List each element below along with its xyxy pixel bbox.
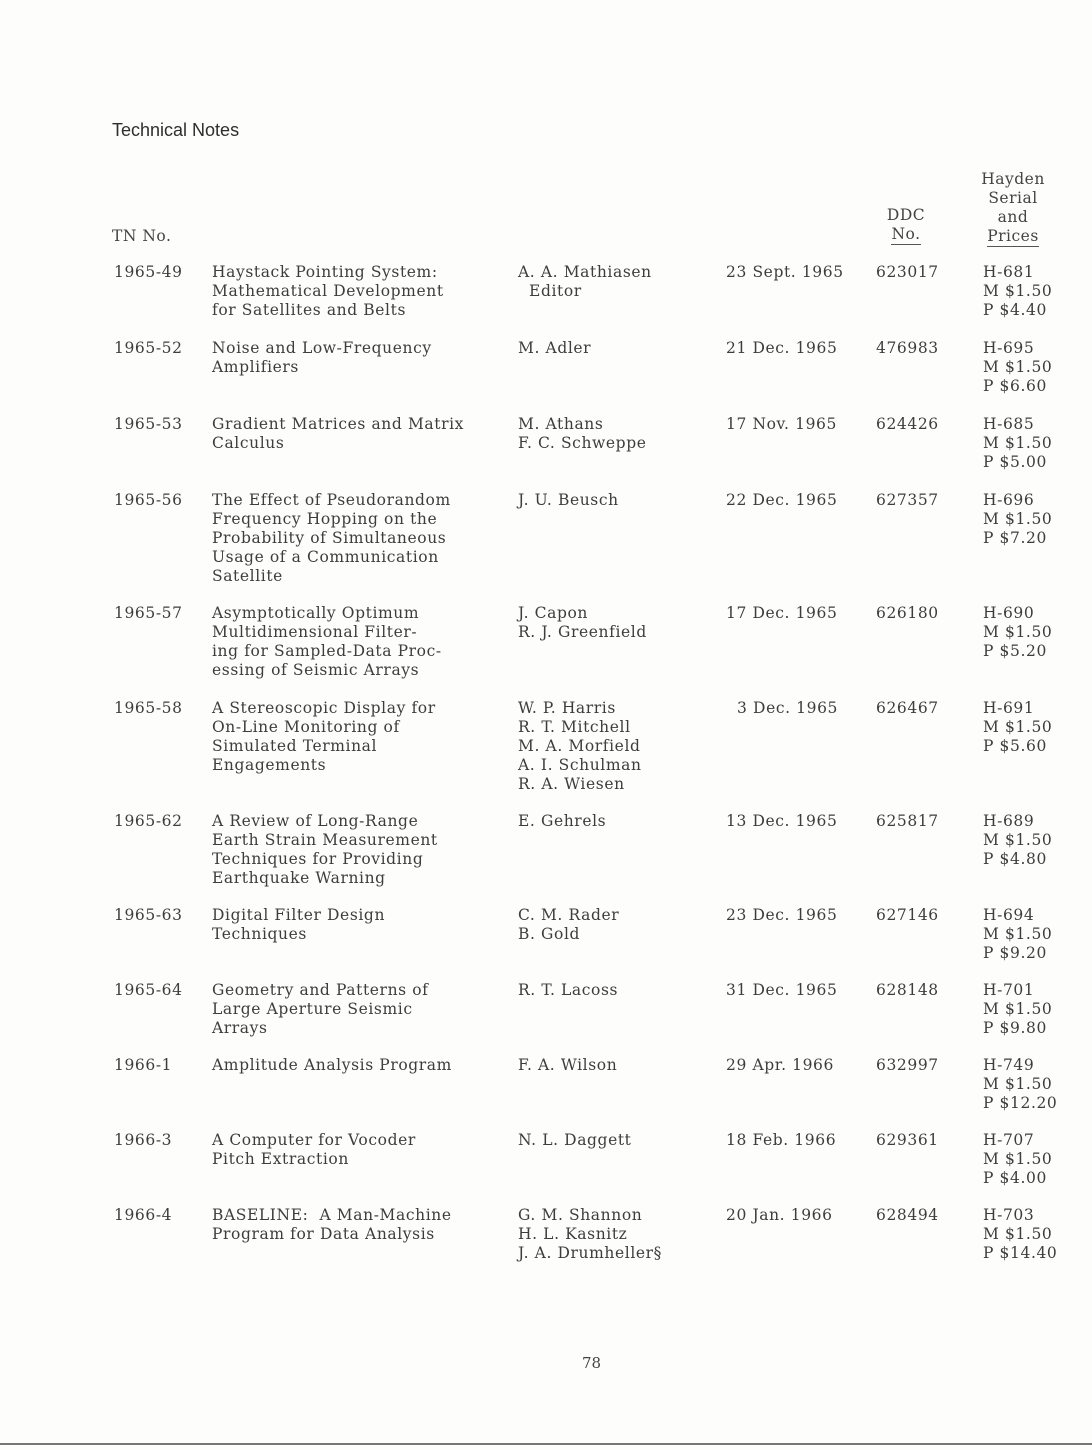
- hayden-serial-prices-line: H-696: [983, 491, 1035, 509]
- hayden-serial-prices-line: M $1.50: [983, 358, 1053, 376]
- hayden-serial-prices-line: M $1.50: [983, 1150, 1053, 1168]
- note-title: [212, 1056, 452, 1075]
- tn-number: 1965-57: [114, 604, 183, 622]
- note-title: [212, 491, 451, 586]
- hayden-serial-prices-line: M $1.50: [983, 510, 1053, 528]
- header-ddc-line: No.: [891, 225, 921, 243]
- note-authors-line: R. T. Lacoss: [518, 981, 619, 999]
- note-title-line: Frequency Hopping on the: [212, 510, 438, 528]
- note-authors-line: W. P. Harris: [518, 699, 616, 717]
- hayden-serial-prices: [983, 1056, 1057, 1113]
- note-title-line: Pitch Extraction: [212, 1150, 349, 1168]
- note-title: [212, 263, 444, 320]
- tn-number: 1966-4: [114, 1206, 173, 1224]
- hayden-serial-prices: [983, 812, 1052, 869]
- note-authors-line: F. A. Wilson: [518, 1056, 618, 1074]
- hayden-serial-prices-line: M $1.50: [983, 623, 1053, 641]
- hayden-serial-prices: [983, 699, 1052, 756]
- hayden-serial-prices-line: H-681: [983, 263, 1035, 281]
- hayden-serial-prices-line: H-703: [983, 1206, 1035, 1224]
- note-authors-line: M. Adler: [518, 339, 592, 357]
- note-authors-line: J. A. Drumheller§: [518, 1244, 663, 1262]
- hayden-serial-prices-line: H-689: [983, 812, 1035, 830]
- header-hayden-line: Hayden: [981, 170, 1045, 188]
- hayden-serial-prices-line: H-691: [983, 699, 1035, 717]
- hayden-serial-prices: [983, 491, 1052, 548]
- tn-number: 1965-56: [114, 491, 183, 509]
- hayden-serial-prices-line: P $4.80: [983, 850, 1047, 868]
- note-title-line: On-Line Monitoring of: [212, 718, 400, 736]
- note-title-line: Digital Filter Design: [212, 906, 386, 924]
- note-authors-line: M. A. Morfield: [518, 737, 641, 755]
- tn-number: 1965-58: [114, 699, 183, 717]
- hayden-serial-prices-line: P $5.20: [983, 642, 1047, 660]
- note-authors: [518, 339, 591, 358]
- ddc-number: 628494: [876, 1206, 939, 1224]
- hayden-serial-prices: [983, 981, 1052, 1038]
- note-title-line: Earth Strain Measurement: [212, 831, 438, 849]
- ddc-number: 624426: [876, 415, 939, 433]
- note-date: 23 Sept. 1965: [726, 263, 844, 281]
- hayden-serial-prices-line: P $4.00: [983, 1169, 1047, 1187]
- note-authors-line: R. J. Greenfield: [518, 623, 647, 641]
- hayden-serial-prices-line: M $1.50: [983, 1075, 1053, 1093]
- note-authors: [518, 604, 647, 642]
- note-authors-line: H. L. Kasnitz: [518, 1225, 628, 1243]
- hayden-serial-prices-line: M $1.50: [983, 718, 1053, 736]
- note-title-line: A Stereoscopic Display for: [212, 699, 436, 717]
- note-date: 17 Nov. 1965: [726, 415, 837, 433]
- hayden-serial-prices-line: M $1.50: [983, 831, 1053, 849]
- note-authors: [518, 1131, 632, 1150]
- note-title-line: Simulated Terminal: [212, 737, 378, 755]
- ddc-number: 623017: [876, 263, 939, 281]
- header-hayden-prices: [980, 170, 1046, 247]
- header-ddc-line: DDC: [886, 206, 926, 224]
- note-title-line: essing of Seismic Arrays: [212, 661, 420, 679]
- tn-number: 1965-64: [114, 981, 183, 999]
- note-authors: [518, 699, 642, 794]
- note-authors: [518, 812, 606, 831]
- header-hayden-line: Serial: [988, 189, 1038, 207]
- note-title: [212, 415, 464, 453]
- note-authors: [518, 981, 618, 1000]
- hayden-serial-prices-line: H-694: [983, 906, 1035, 924]
- note-date: 29 Apr. 1966: [726, 1056, 834, 1074]
- note-title: [212, 604, 442, 680]
- hayden-serial-prices-line: H-701: [983, 981, 1035, 999]
- note-title-line: Calculus: [212, 434, 285, 452]
- hayden-serial-prices: [983, 906, 1052, 963]
- note-title-line: Techniques: [212, 925, 307, 943]
- note-authors: [518, 1056, 617, 1075]
- tn-number: 1966-3: [114, 1131, 173, 1149]
- note-title-line: ing for Sampled-Data Proc-: [212, 642, 442, 660]
- note-authors-line: N. L. Daggett: [518, 1131, 632, 1149]
- note-authors-line: M. Athans: [518, 415, 604, 433]
- note-title-line: Amplitude Analysis Program: [212, 1056, 452, 1074]
- hayden-serial-prices: [983, 604, 1052, 661]
- hayden-serial-prices-line: M $1.50: [983, 1225, 1053, 1243]
- note-title-line: Gradient Matrices and Matrix: [212, 415, 464, 433]
- note-title-line: Techniques for Providing: [212, 850, 424, 868]
- note-authors-line: B. Gold: [518, 925, 581, 943]
- note-date: 31 Dec. 1965: [726, 981, 838, 999]
- note-title-line: Earthquake Warning: [212, 869, 386, 887]
- note-title: [212, 1131, 416, 1169]
- note-authors-line: C. M. Rader: [518, 906, 620, 924]
- ddc-number: 626180: [876, 604, 939, 622]
- hayden-serial-prices-line: M $1.50: [983, 925, 1053, 943]
- header-hayden-line: and: [997, 208, 1029, 226]
- note-title-line: Usage of a Communication: [212, 548, 439, 566]
- note-title-line: Mathematical Development: [212, 282, 444, 300]
- tn-number: 1965-62: [114, 812, 183, 830]
- note-authors: [518, 263, 652, 301]
- note-authors-line: R. T. Mitchell: [518, 718, 631, 736]
- tn-number: 1965-49: [114, 263, 183, 281]
- ddc-number: 626467: [876, 699, 939, 717]
- hayden-serial-prices-line: P $5.00: [983, 453, 1047, 471]
- note-title-line: Haystack Pointing System:: [212, 263, 438, 281]
- note-title-line: Satellite: [212, 567, 283, 585]
- page-number: 78: [582, 1354, 602, 1372]
- tn-number: 1965-53: [114, 415, 183, 433]
- note-title-line: Arrays: [212, 1019, 268, 1037]
- note-authors-line: R. A. Wiesen: [518, 775, 625, 793]
- ddc-number: 628148: [876, 981, 939, 999]
- note-authors-line: Editor: [518, 282, 582, 300]
- note-title-line: Large Aperture Seismic: [212, 1000, 413, 1018]
- note-date: 23 Dec. 1965: [726, 906, 838, 924]
- header-hayden-line: Prices: [987, 227, 1039, 245]
- hayden-serial-prices: [983, 339, 1052, 396]
- note-authors-line: A. I. Schulman: [518, 756, 642, 774]
- tn-number: 1965-52: [114, 339, 183, 357]
- hayden-serial-prices: [983, 1206, 1057, 1263]
- note-date: 18 Feb. 1966: [726, 1131, 837, 1149]
- ddc-number: 627357: [876, 491, 939, 509]
- note-title: [212, 699, 436, 775]
- hayden-serial-prices-line: P $5.60: [983, 737, 1047, 755]
- note-authors-line: E. Gehrels: [518, 812, 607, 830]
- note-title-line: The Effect of Pseudorandom: [212, 491, 451, 509]
- section-title: Technical Notes: [112, 120, 240, 140]
- header-tn-no: TN No.: [112, 227, 172, 245]
- tn-number: 1965-63: [114, 906, 183, 924]
- note-date: 3 Dec. 1965: [726, 699, 839, 717]
- note-title: [212, 339, 432, 377]
- note-title-line: Amplifiers: [212, 358, 299, 376]
- note-date: 20 Jan. 1966: [726, 1206, 833, 1224]
- hayden-serial-prices-line: P $12.20: [983, 1094, 1058, 1112]
- hayden-serial-prices-line: P $7.20: [983, 529, 1047, 547]
- bottom-rule: [0, 1443, 1092, 1445]
- hayden-serial-prices-line: M $1.50: [983, 434, 1053, 452]
- header-ddc-no: [886, 206, 926, 245]
- note-authors: [518, 491, 619, 510]
- tn-number: 1966-1: [114, 1056, 173, 1074]
- note-title-line: for Satellites and Belts: [212, 301, 406, 319]
- note-authors: [518, 906, 619, 944]
- hayden-serial-prices-line: H-690: [983, 604, 1035, 622]
- hayden-serial-prices: [983, 263, 1052, 320]
- note-title-line: Geometry and Patterns of: [212, 981, 429, 999]
- note-title-line: Program for Data Analysis: [212, 1225, 435, 1243]
- note-date: 17 Dec. 1965: [726, 604, 838, 622]
- note-title: [212, 812, 438, 888]
- note-authors: [518, 415, 647, 453]
- hayden-serial-prices-line: P $6.60: [983, 377, 1047, 395]
- ddc-number: 627146: [876, 906, 939, 924]
- note-authors-line: G. M. Shannon: [518, 1206, 643, 1224]
- hayden-serial-prices: [983, 1131, 1052, 1188]
- note-authors-line: J. Capon: [518, 604, 589, 622]
- note-title-line: Engagements: [212, 756, 327, 774]
- note-title: [212, 906, 385, 944]
- ddc-number: 632997: [876, 1056, 939, 1074]
- hayden-serial-prices-line: M $1.50: [983, 1000, 1053, 1018]
- ddc-number: 625817: [876, 812, 939, 830]
- note-date: 21 Dec. 1965: [726, 339, 838, 357]
- note-title-line: A Computer for Vocoder: [212, 1131, 416, 1149]
- note-title: [212, 1206, 452, 1244]
- ddc-number: 629361: [876, 1131, 939, 1149]
- note-authors-line: J. U. Beusch: [518, 491, 619, 509]
- hayden-serial-prices-line: M $1.50: [983, 282, 1053, 300]
- hayden-serial-prices-line: H-707: [983, 1131, 1035, 1149]
- note-title-line: Asymptotically Optimum: [212, 604, 420, 622]
- note-authors-line: F. C. Schweppe: [518, 434, 647, 452]
- note-authors-line: A. A. Mathiasen: [518, 263, 652, 281]
- hayden-serial-prices-line: H-685: [983, 415, 1035, 433]
- note-title: [212, 981, 429, 1038]
- hayden-serial-prices-line: P $9.20: [983, 944, 1047, 962]
- hayden-serial-prices-line: H-695: [983, 339, 1035, 357]
- ddc-number: 476983: [876, 339, 939, 357]
- note-authors: [518, 1206, 662, 1263]
- note-title-line: Noise and Low-Frequency: [212, 339, 432, 357]
- hayden-serial-prices: [983, 415, 1052, 472]
- note-title-line: Probability of Simultaneous: [212, 529, 447, 547]
- note-title-line: Multidimensional Filter-: [212, 623, 418, 641]
- note-title-line: A Review of Long-Range: [212, 812, 419, 830]
- note-date: 13 Dec. 1965: [726, 812, 838, 830]
- hayden-serial-prices-line: P $14.40: [983, 1244, 1058, 1262]
- hayden-serial-prices-line: P $9.80: [983, 1019, 1047, 1037]
- hayden-serial-prices-line: P $4.40: [983, 301, 1047, 319]
- hayden-serial-prices-line: H-749: [983, 1056, 1035, 1074]
- note-date: 22 Dec. 1965: [726, 491, 838, 509]
- note-title-line: BASELINE: A Man-Machine: [212, 1206, 452, 1224]
